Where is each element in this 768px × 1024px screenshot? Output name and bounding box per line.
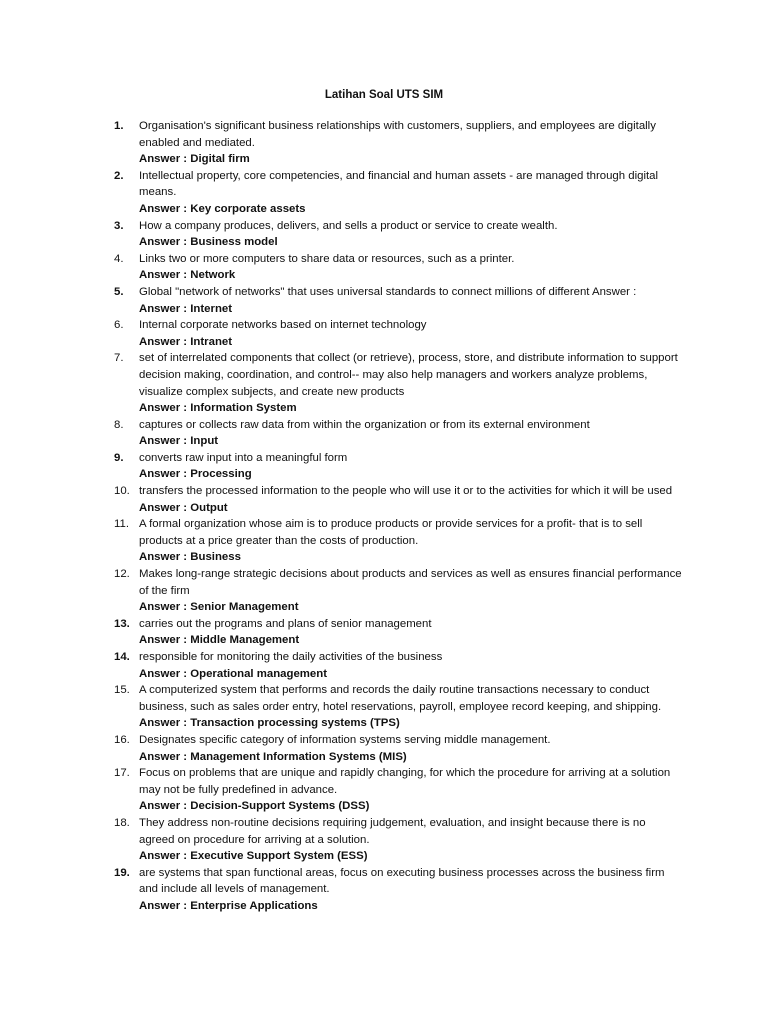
answer-text: Answer : Key corporate assets — [139, 202, 306, 215]
item-number: 4. — [114, 252, 124, 265]
question-text: Organisation's significant business relationships with customers, suppliers, and employees are digitally enabled and mediated. — [139, 120, 656, 149]
list-item — [114, 566, 684, 616]
question-text: are systems that span functional areas, focus on executing business processes across the business firm and include all levels of management. — [139, 866, 665, 896]
question-text: Global "network of networks" that uses universal standards to connect millions of different Answer : — [139, 285, 637, 298]
answer-text: Answer : Output — [139, 501, 228, 514]
list-item — [114, 682, 684, 732]
question-text: converts raw input into a meaningful form — [139, 451, 348, 464]
question-text: A formal organization whose aim is to produce products or provide services for a profit- that is to sell products at a price greater than the costs of production. — [139, 518, 643, 547]
item-number: 2. — [114, 169, 124, 182]
item-number: 1. — [114, 120, 124, 132]
item-number: 6. — [114, 319, 124, 332]
item-number: 7. — [114, 352, 124, 365]
answer-text: Answer : Internet — [139, 302, 233, 315]
item-number: 8. — [114, 418, 124, 431]
list-item — [114, 350, 684, 416]
item-number: 18. — [114, 816, 130, 829]
question-text: Intellectual property, core competencies, and financial and human assets - are managed through digital means. — [139, 169, 659, 199]
item-number: 15. — [114, 684, 130, 697]
answer-text: Answer : Management Information Systems (MIS) — [139, 750, 407, 763]
page-title: Latihan Soal UTS SIM — [324, 89, 444, 101]
question-text: Focus on problems that are unique and rapidly changing, for which the procedure for arriving at a solution may not be fully predefined in advance. — [139, 767, 671, 796]
list-item — [114, 865, 684, 915]
list-item — [114, 251, 684, 284]
answer-text: Answer : Executive Support System (ESS) — [139, 850, 368, 863]
item-number: 14. — [114, 651, 130, 663]
item-number: 9. — [114, 451, 124, 464]
question-text: Internal corporate networks based on internet technology — [139, 319, 427, 332]
item-number: 17. — [114, 767, 130, 780]
question-text: responsible for monitoring the daily activities of the business — [139, 651, 443, 663]
list-item — [114, 815, 684, 865]
question-text: captures or collects raw data from within the organization or from its external environment — [139, 418, 590, 431]
item-number: 19. — [114, 866, 130, 879]
answer-text: Answer : Digital firm — [139, 153, 250, 166]
answer-text: Answer : Middle Management — [139, 634, 300, 647]
question-text: They address non-routine decisions requiring judgement, evaluation, and insight because there is no agreed on procedure for arriving at a solution. — [139, 816, 646, 846]
answer-text: Answer : Intranet — [139, 335, 233, 348]
question-text: A computerized system that performs and records the daily routine transactions necessary to conduct business, such as sales order entry, hotel reservations, payroll, employee record keeping, and shipping. — [139, 684, 662, 713]
question-text: Designates specific category of information systems serving middle management. — [139, 733, 551, 746]
list-item — [114, 218, 684, 251]
item-number: 13. — [114, 617, 130, 630]
answer-text: Answer : Information System — [139, 402, 297, 415]
answer-text: Answer : Enterprise Applications — [139, 899, 318, 912]
item-number: 10. — [114, 485, 130, 498]
item-number: 12. — [114, 568, 130, 581]
item-number: 16. — [114, 733, 130, 746]
list-item — [114, 417, 684, 450]
answer-text: Answer : Business model — [139, 236, 278, 249]
question-text: Links two or more computers to share data or resources, such as a printer. — [139, 252, 515, 265]
item-number: 11. — [114, 518, 129, 531]
question-text: How a company produces, delivers, and sells a product or service to create wealth. — [139, 219, 558, 232]
list-item — [114, 317, 684, 350]
question-text: carries out the programs and plans of senior management — [139, 617, 432, 630]
list-item — [114, 649, 684, 682]
answer-text: Answer : Decision-Support Systems (DSS) — [139, 800, 370, 813]
list-item — [114, 732, 684, 765]
question-text: transfers the processed information to the people who will use it or to the activities for which it will be used — [139, 485, 673, 498]
question-text: set of interrelated components that collect (or retrieve), process, store, and distribute information to support decision making, coordination, and control-- may also help managers and workers analyze problems, visualize complex subjects, and create new products — [139, 352, 678, 398]
answer-text: Answer : Transaction processing systems (TPS) — [139, 717, 400, 730]
answer-text: Answer : Business — [139, 551, 241, 564]
list-item — [114, 765, 684, 815]
answer-text: Answer : Senior Management — [139, 601, 299, 614]
answer-text: Answer : Input — [139, 435, 219, 448]
list-item — [114, 450, 684, 483]
item-number: 5. — [114, 285, 124, 298]
answer-text: Answer : Network — [139, 269, 236, 282]
answer-text: Answer : Operational management — [139, 667, 327, 680]
list-item — [114, 516, 684, 566]
question-text: Makes long-range strategic decisions about products and services as well as ensures financial performance of the firm — [139, 568, 682, 597]
list-item — [114, 284, 684, 317]
list-item — [114, 168, 684, 218]
question-list — [114, 118, 684, 915]
list-item — [114, 616, 684, 649]
list-item — [114, 483, 684, 516]
list-item — [114, 118, 684, 168]
answer-text: Answer : Processing — [139, 468, 252, 481]
item-number: 3. — [114, 219, 124, 232]
